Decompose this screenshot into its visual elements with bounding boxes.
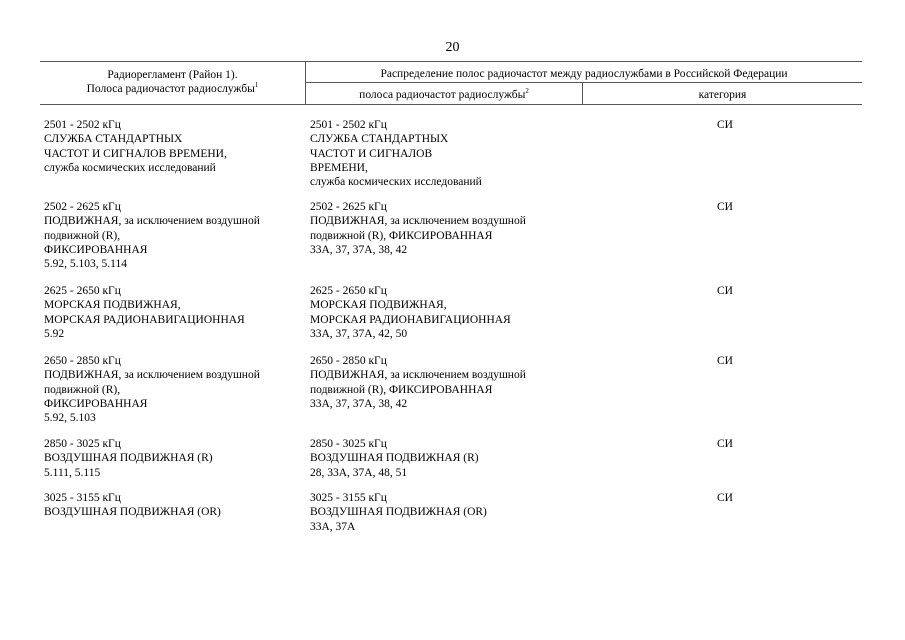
table-row (44, 491, 864, 541)
allocation-table-body (44, 118, 864, 541)
header-top-rule (40, 61, 862, 62)
table-row (44, 354, 864, 437)
category-cell: СИ (717, 119, 733, 131)
rf-allocation-cell: 2625 - 2650 кГц МОРСКАЯ ПОДВИЖНАЯ, МОРСКАЯ РАДИОНАВИГАЦИОННАЯ 33А, 37, 37А, 42, 50 (310, 285, 511, 340)
table-row (44, 200, 864, 284)
table-row (44, 284, 864, 354)
header-bottom-rule (40, 104, 862, 105)
table-row (44, 118, 864, 200)
header-rr-line2: Полоса радиочастот радиослужбы$^1$ (86, 81, 259, 95)
header-rr-column (40, 68, 305, 96)
rf-allocation-cell: 2850 - 3025 кГц ВОЗДУШНАЯ ПОДВИЖНАЯ (R) 28, 33А, 37А, 48, 51 (310, 438, 479, 479)
rr-allocation-cell: 2625 - 2650 кГц МОРСКАЯ ПОДВИЖНАЯ, МОРСКАЯ РАДИОНАВИГАЦИОННАЯ 5.92 (44, 285, 245, 340)
header-sub-rule (305, 82, 862, 83)
rr-allocation-cell: 2650 - 2850 кГц ПОДВИЖНАЯ, за исключением воздушной подвижной (R), ФИКСИРОВАННАЯ 5.92, 5.103 (44, 355, 260, 425)
table-row (44, 437, 864, 491)
rf-allocation-cell: 2501 - 2502 кГц СЛУЖБА СТАНДАРТНЫХ ЧАСТОТ И СИГНАЛОВ ВРЕМЕНИ, служба космических исследований (310, 119, 482, 189)
category-cell: СИ (717, 438, 733, 450)
category-cell: СИ (717, 492, 733, 504)
rr-allocation-cell: 2502 - 2625 кГц ПОДВИЖНАЯ, за исключением воздушной подвижной (R), ФИКСИРОВАННАЯ 5.92, 5.103, 5.114 (44, 201, 260, 271)
rf-allocation-cell: 3025 - 3155 кГц ВОЗДУШНАЯ ПОДВИЖНАЯ (OR) 33А, 37А (310, 492, 487, 533)
rf-allocation-cell: 2650 - 2850 кГц ПОДВИЖНАЯ, за исключением воздушной подвижной (R), ФИКСИРОВАННАЯ 33А, 37, 37А, 38, 42 (310, 355, 526, 410)
footnote-ref-2: 2 (525, 87, 529, 96)
header-rr-line1: Радиорегламент (Район 1). (107, 69, 238, 81)
category-cell: СИ (717, 201, 733, 213)
rr-allocation-cell: 3025 - 3155 кГц ВОЗДУШНАЯ ПОДВИЖНАЯ (OR) (44, 492, 221, 519)
category-cell: СИ (717, 355, 733, 367)
footnote-ref-1: 1 (254, 81, 259, 90)
rf-allocation-cell: 2502 - 2625 кГц ПОДВИЖНАЯ, за исключением воздушной подвижной (R), ФИКСИРОВАННАЯ 33А, 37, 37А, 38, 42 (310, 201, 526, 256)
header-rf-band: полоса радиочастот радиослужбы$^2$ (359, 87, 529, 101)
rr-allocation-cell: 2850 - 3025 кГц ВОЗДУШНАЯ ПОДВИЖНАЯ (R) 5.111, 5.115 (44, 438, 213, 479)
page-number: 20 (445, 40, 460, 55)
header-rf-title: Распределение полос радиочастот между радиослужбами в Российской Федерации (380, 68, 788, 80)
rr-allocation-cell: 2501 - 2502 кГц СЛУЖБА СТАНДАРТНЫХ ЧАСТОТ И СИГНАЛОВ ВРЕМЕНИ, служба космических исследований (44, 119, 227, 174)
header-rf-category: категория (698, 89, 747, 101)
category-cell: СИ (717, 285, 733, 297)
